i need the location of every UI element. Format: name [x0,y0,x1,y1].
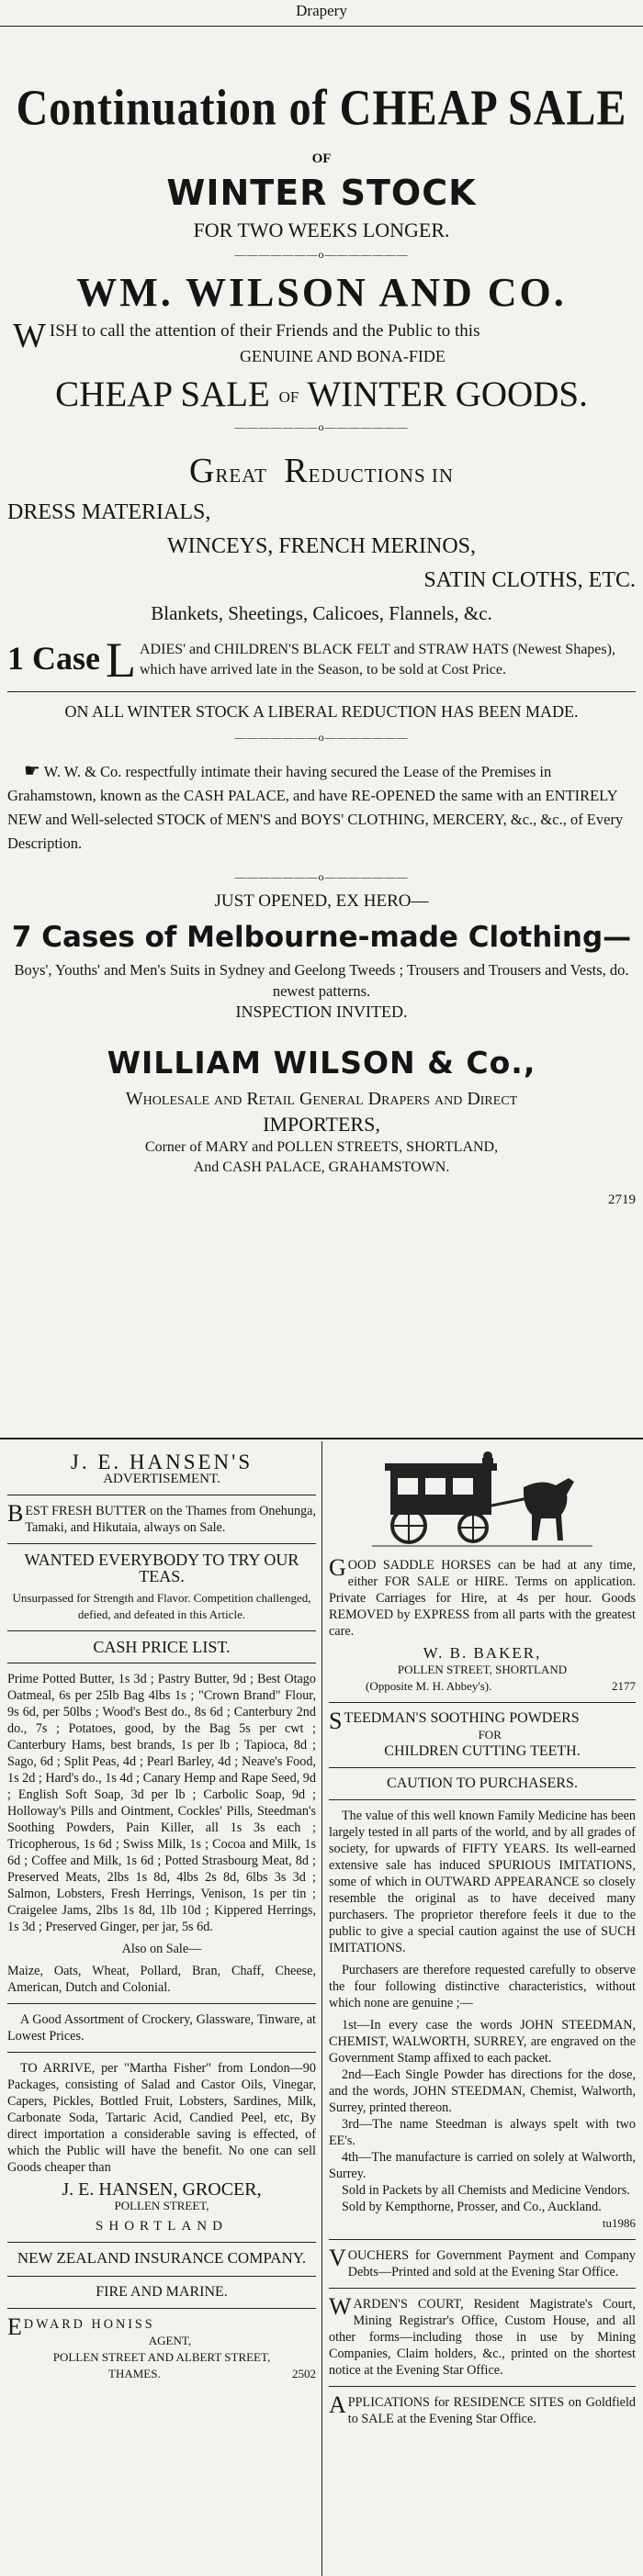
agent-line [7,2313,316,2340]
boys-suits: Boys', Youths' and Men's Suits in Sydney and Geelong Tweeds ; Trousers and Trousers and Vests, do. newest patterns. [14,961,629,1000]
baker-street: POLLEN STREET, SHORTLAND [397,1663,568,1676]
steedman-body: The value of this well known Family Medicine has been largely tested in all parts of the world, and by all grades of society, for upwards of FIFTY YEARS. Its well-earned extensive sale has induced SPURIOUS IMITATIONS, some of which in OUTWARD APPEARANCE so closely resemble the original as to have deceived many purchasers. The proprietor therefore feels it due to the public to give a special caution against the use of SUCH IMITATIONS. [329,1809,636,1955]
agent-role: AGENT, [148,2334,192,2347]
divider [329,1799,636,1800]
reductions-initial: R [284,452,309,490]
genuine-line: GENUINE AND BONA-FIDE [239,347,446,365]
cash-price-list: CASH PRICE LIST. [93,1638,231,1656]
steedman-point-4: 4th—The manufacture is carried on solely at Walworth, Surrey. [329,2150,636,2181]
just-opened: JUST OPENED, EX HERO— [214,891,429,911]
pollen-street: POLLEN STREET, [114,2199,209,2212]
wardens-text: ARDEN'S COURT, Resident Magistrate's Court, Mining Registrar's Office, Custom House, and all other forms—including those in use by Mining Companies, Claim holders, &c., printed on the shortest notice at the Evening Star Office. [329,2297,636,2378]
steedman-title-line [329,1708,636,1734]
headline: Continuation of CHEAP SALE [16,80,627,136]
best-butter [7,1500,316,1536]
left-column [7,1450,316,2382]
one-case [7,633,636,688]
insurance-address: POLLEN STREET AND ALBERT STREET, [52,2350,271,2364]
to-arrive: TO ARRIVE, per "Martha Fisher" from London—90 Packages, consisting of Salad and Castor Oils, Vinegar, Capers, Pickles, Bottled Fruit, Lobsters, Sardines, Milk, Carbonate Soda, Tartaric Acid, Candied Peel, etc, By direct importation a considerable saving is effected, of which the Public will have the benefit. No one can sell Goods cheaper than [7,2061,316,2175]
baker-footer [329,1678,636,1695]
nz-insurance-ad [7,2242,316,2382]
divider [329,2288,636,2289]
insurance-ref: 2502 [292,2367,316,2380]
baker-ref: 2177 [612,1679,636,1693]
great-reductions [7,451,636,491]
separator [7,248,636,262]
seven-cases: 7 Cases of Melbourne-made Clothing— [11,921,632,954]
ww-text: W. W. & Co. respectfully intimate their having secured the Lease of the Premises in Grahamstown, known as the CASH PALACE, and have RE-OPENED the same with an ENTIRELY NEW and Well-selected STOCK of MEN'S and BOYS' CLOTHING, MERCERY, &c., &c., of Every Description. [7,763,624,852]
two-weeks: FOR TWO WEEKS LONGER. [193,218,450,241]
case-text: ADIES' and CHILDREN'S BLACK FELT and STRAW HATS (Newest Shapes), which have arrived late in the Season, to be sold at Cost Price. [140,642,615,678]
great-initial: G [188,452,216,490]
also-text: Maize, Oats, Wheat, Pollard, Bran, Chaff, Cheese, American, Dutch and Colonial. [7,1964,316,1995]
importers: IMPORTERS, [263,1113,380,1136]
cheap-sale-winter-goods [7,374,636,415]
inspection-invited: INSPECTION INVITED. [235,1002,408,1021]
horse-carriage-illustration [372,1450,592,1551]
wanted-everybody: WANTED EVERYBODY TO TRY OUR TEAS. [24,1551,299,1585]
cheap-sale-of: OF [278,388,299,407]
reference-number: 2719 [608,1193,636,1207]
steedman-children: CHILDREN CUTTING TEETH. [384,1743,581,1759]
pointing-hand-icon: ☛ [24,761,40,781]
wardens-initial: W [329,2293,352,2320]
right-column [329,1443,636,2433]
reductions-text: EDUCTIONS IN [308,465,455,487]
section-header [0,0,643,27]
wish-initial: W [13,317,46,355]
section-title: Drapery [296,2,347,19]
steedman-ref: tu1986 [602,2216,636,2230]
steedman-initial: S [329,1708,343,1734]
vouchers-text: OUCHERS for Government Payment and Company Debts—Printed and sold at the Evening Star Office. [347,2248,636,2279]
butter-text: EST FRESH BUTTER on the Thames from Onehunga, Tamaki, and Hikutaia, always on Sale. [25,1504,316,1535]
winceys: WINCEYS, FRENCH MERINOS, [166,534,477,558]
good-initial: G [329,1554,346,1581]
baker-name: W. B. BAKER, [423,1644,542,1662]
steedman-point-3: 3rd—The name Steedman is always spelt with two EE's. [329,2117,636,2148]
corner-address: Corner of MARY and POLLEN STREETS, SHORTLAND, [144,1139,499,1155]
steedman-point-1: 1st—In every case the words JOHN STEEDMAN, CHEMIST, WALWORTH, SURREY, are engraved on the Government Stamp affixed to each packet. [329,2018,636,2066]
wilson-advertisement [7,28,636,1439]
vouchers-initial: V [329,2245,346,2271]
insurance-footer [7,2366,316,2382]
divider [329,2386,636,2387]
all-winter-stock: ON ALL WINTER STOCK A LIBERAL REDUCTION HAS BEEN MADE. [64,702,579,721]
unsurpassed: Unsurpassed for Strength and Flavor. Competition challenged, defied, and defeated in this Article. [12,1591,311,1621]
saddle-horses [329,1554,636,1640]
agent-initial: E [7,2313,22,2340]
steedman-point-2: 2nd—Each Single Powder has directions for the dose, and the words, JOHN STEEDMAN, Chemist, Walworth, Surrey, printed thereon. [329,2067,636,2115]
firm-name: WM. WILSON AND CO. [76,270,567,315]
also-on-sale: Also on Sale— [121,1942,202,1956]
blankets: Blankets, Sheetings, Calicoes, Flannels, &c. [151,602,492,624]
hansen-subtitle: ADVERTISEMENT. [103,1472,220,1486]
fire-marine: FIRE AND MARINE. [96,2284,228,2300]
divider [329,2239,636,2240]
winter-stock: WINTER STOCK [166,173,477,213]
steedman-agents: Sold by Kempthorne, Prosser, and Co., Auckland. [342,2200,602,2214]
vouchers-ad [329,2247,636,2280]
satin-cloths: SATIN CLOTHS, ETC. [423,568,636,592]
separator [7,731,636,745]
great-text: REAT [215,465,267,487]
divider [7,691,636,692]
case-initial: L [106,633,136,688]
steedman-purchasers: Purchasers are therefore requested carefully to observe the four following distinctive characteristics, without which none are genuine ;— [329,1963,636,2010]
of-label: OF [311,151,332,166]
steedman-sold: Sold in Packets by all Chemists and Medicine Vendors. [342,2183,630,2198]
wardens-ad [329,2293,636,2379]
dress-materials: DRESS MATERIALS, [7,500,211,524]
applications-ad [329,2391,636,2427]
wholesale-line: Wholesale and Retail General Drapers and Direct [125,1089,518,1109]
separator [7,420,636,434]
william-wilson: WILLIAM WILSON & Co., [107,1045,536,1081]
steedman-caution: CAUTION TO PURCHASERS. [387,1775,578,1791]
shortland: SHORTLAND [96,2219,228,2234]
applications-text: PPLICATIONS for RESIDENCE SITES on Goldfield to SALE at the Evening Star Office. [347,2395,636,2426]
steedman-for: FOR [478,1728,502,1742]
insurance-town: THAMES. [108,2367,161,2380]
agent-name: DWARD HONISS [23,2317,155,2332]
divider [329,1702,636,1703]
applications-initial: A [329,2391,346,2418]
wish-text: ISH to call the attention of their Friends and the Public to this [49,321,480,341]
insurance-title: NEW ZEALAND INSURANCE COMPANY. [17,2249,307,2267]
price-list: Prime Potted Butter, 1s 3d ; Pastry Butter, 9d ; Best Otago Oatmeal, 6s per 25lb Bag 4lbs 1s ; "Crown Brand" Flour, 9s 6d, per 50lbs ; Wood's Best do., 8s 6d ; Canterbury 2nd do., 7s ; Potatoes, good, by the Bag 5s per cwt ; Canterbury Hams, best brands, 1s per lb ; Tapioca, 8d ; Sago, 6d ; Split Peas, 4d ; Pearl Barley, 4d ; Neave's Food, 1s 2d ; Hard's do., 1s 4d ; Canary Hemp and Rape Seed, 9d ; English Soft Soap, 3d per lb ; Carbolic Soap, 9d ; Holloway's Pills and Ointment, Cockles' Pills, Steedman's Soothing Powders, Pain Killer, all 1s 3s each ; Tricopherous, 1s 6d ; Swiss Milk, 1s ; Cocoa and Milk, 1s 6d ; Coffee and Milk, 1s 6d ; Potted Strasbourg Meat, 8d ; Preserved Meats, 2lbs 1s 8d, 4lbs 2s 8d, 6lbs 3s 3d ; Salmon, Lobsters, Fresh Herrings, Venison, 1s per tin ; Craigelee Jams, 2lbs 1s 8d, 1lb 10d ; Kippered Herrings, 1s 3d ; Preserved Ginger, per jar, 5s 6d. [7,1672,316,1934]
cash-palace-address: And CASH PALACE, GRAHAMSTOWN. [193,1159,450,1175]
separator [7,870,636,884]
hansen-grocer: J. E. HANSEN, GROCER, [62,2179,262,2200]
divider [7,1543,316,1544]
divider [7,2276,316,2277]
wish-paragraph [13,317,636,355]
steedman-title: TEEDMAN'S SOOTHING POWDERS [344,1710,580,1726]
hansen-title: J. E. HANSEN'S [70,1450,254,1473]
crockery: A Good Assortment of Crockery, Glassware, Tinware, at Lowest Prices. [7,2012,316,2044]
horizontal-rule [0,1438,643,1439]
saddle-text: OOD SADDLE HORSES can be had at any time, either FOR SALE or HIRE. Terms on application. Private Carriages for Hire, at 4s per hour. Goods REMOVED by EXPRESS from all parts with the greatest care. [329,1558,636,1639]
case-count: 1 Case [7,640,100,677]
divider [7,2003,316,2004]
divider [7,1630,316,1631]
divider [7,2308,316,2309]
baker-opposite: (Opposite M. H. Abbey's). [366,1679,492,1693]
butter-initial: B [7,1500,24,1527]
cheap-sale-text: CHEAP SALE [55,375,270,414]
ww-paragraph [7,759,636,856]
divider [7,2052,316,2053]
divider [329,1767,636,1768]
winter-goods-text: WINTER GOODS. [307,375,588,414]
